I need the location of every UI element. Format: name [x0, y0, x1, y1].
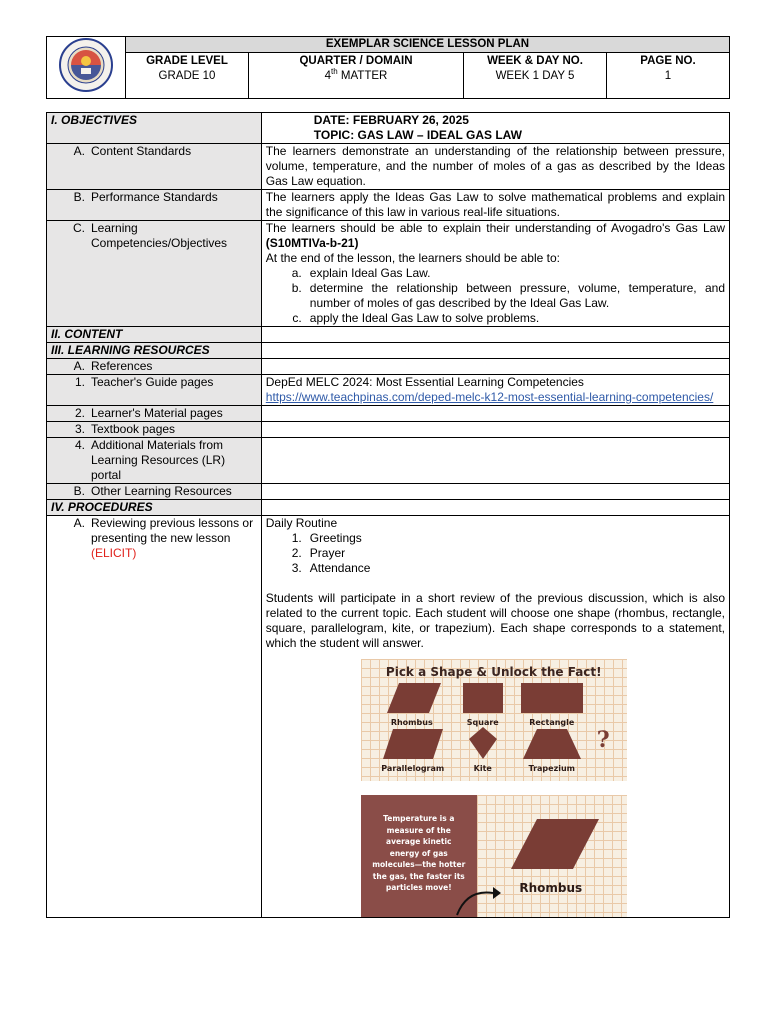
elicit-tag: (ELICIT): [91, 546, 137, 560]
kite-shape: [469, 727, 497, 759]
arrow-icon: [453, 883, 501, 917]
kite-label: Kite: [473, 764, 492, 773]
lesson-plan-table: [46, 112, 730, 918]
question-mark-icon: ?: [596, 727, 610, 753]
competency-intro: The learners should be able to explain their understanding of Avogadro's Gas Law (S10MTIVa-b-21): [265, 221, 725, 250]
teachers-guide-label: 1. Teacher's Guide pages: [47, 375, 262, 406]
competencies-cell: [261, 221, 729, 327]
review-cell: [261, 516, 729, 918]
performance-standards-label: B. Performance Standards: [47, 190, 262, 221]
rhombus-shape: [387, 683, 441, 713]
review-text: Students will participate in a short review of the previous discussion, which is also related to the current topic. Each student will choose one shape (rhombus, rectangle, square, parallelogram, kite, or trapezium). Each shape corresponds to a statement, which the student will answer.: [265, 591, 725, 650]
routine-title: Daily Routine: [265, 516, 338, 530]
parallelogram-shape: [383, 729, 443, 759]
week-cell: [464, 53, 607, 99]
week-label: WEEK & DAY NO.: [487, 55, 583, 67]
quarter-label: QUARTER / DOMAIN: [299, 55, 413, 67]
objectives-heading: I. OBJECTIVES: [47, 113, 262, 144]
learning-resources-heading: III. LEARNING RESOURCES: [47, 343, 262, 359]
rhombus-large-shape: [511, 819, 599, 869]
parallelogram-label: Parallelogram: [381, 764, 445, 773]
pick-a-shape-infographic: [361, 659, 627, 781]
competency-item: a. explain Ideal Gas Law.: [291, 266, 431, 280]
rectangle-shape: [521, 683, 583, 713]
lesson-date: DATE: FEBRUARY 26, 2025: [313, 113, 469, 127]
grade-level-cell: [126, 53, 249, 99]
content-standards-text: The learners demonstrate an understanding of the relationship between pressure, volume, temperature, and the number of moles of a gas as described by the Ideas Gas Law equation.: [261, 144, 729, 190]
square-label: Square: [466, 718, 499, 727]
trapezium-label: Trapezium: [528, 764, 576, 773]
competencies-label: C. Learning Competencies/Objectives: [47, 221, 262, 327]
performance-standards-text: The learners apply the Ideas Gas Law to solve mathematical problems and explain the significance of this law in various real-life situations.: [261, 190, 729, 221]
routine-item: 2. Prayer: [291, 546, 346, 560]
content-heading: II. CONTENT: [47, 327, 262, 343]
quarter-value: 4th MATTER: [324, 67, 388, 82]
procedures-heading: IV. PROCEDURES: [47, 500, 262, 516]
page-value: 1: [664, 70, 672, 82]
grade-level-label: GRADE LEVEL: [146, 55, 228, 67]
deped-seal-icon: [55, 37, 117, 93]
rectangle-label: Rectangle: [529, 718, 575, 727]
square-shape: [463, 683, 503, 713]
melc-link[interactable]: https://www.teachpinas.com/deped-melc-k12-most-essential-learning-competencies/: [265, 390, 714, 404]
competency-item: c. apply the Ideal Gas Law to solve problems.: [292, 311, 540, 325]
logo-cell: [47, 37, 126, 99]
fact-text: Temperature is a measure of the average kinetic energy of gas molecules—the hotter the gas, the faster its particles move!: [372, 814, 466, 892]
trapezium-shape: [523, 729, 581, 759]
page-label: PAGE NO.: [640, 55, 696, 67]
date-topic-cell: [261, 113, 729, 144]
header-table: [46, 36, 730, 99]
lesson-topic: TOPIC: GAS LAW – IDEAL GAS LAW: [313, 128, 523, 142]
routine-item: 1. Greetings: [291, 531, 362, 545]
page-cell: [607, 53, 730, 99]
grade-level-value: GRADE 10: [158, 70, 216, 82]
rhombus-fact-infographic: [361, 795, 627, 917]
references-label: A. References: [47, 359, 262, 375]
teachers-guide-cell: [261, 375, 729, 406]
content-standards-label: A. Content Standards: [47, 144, 262, 190]
additional-materials-label: 4. Additional Materials from Learning Resources (LR) portal: [47, 438, 262, 484]
quarter-cell: [249, 53, 464, 99]
other-resources-label: B. Other Learning Resources: [47, 484, 262, 500]
review-label: A. Reviewing previous lessons or presenting the new lesson (ELICIT): [47, 516, 262, 918]
week-value: WEEK 1 DAY 5: [495, 70, 575, 82]
routine-list: [266, 531, 725, 576]
rhombus-label: Rhombus: [390, 718, 433, 727]
competency-list: [266, 266, 725, 326]
learners-material-label: 2. Learner's Material pages: [47, 406, 262, 422]
rhombus-fact-label: Rhombus: [519, 881, 583, 895]
routine-item: 3. Attendance: [291, 561, 371, 575]
melc-reference: DepEd MELC 2024: Most Essential Learning Competencies: [265, 375, 584, 389]
competency-lead: At the end of the lesson, the learners should be able to:: [265, 251, 560, 265]
competency-item: b. determine the relationship between pressure, volume, temperature, and number of moles of gas described by the Ideal Gas Law.: [291, 281, 725, 310]
infographic-title: Pick a Shape & Unlock the Fact!: [385, 665, 602, 679]
lesson-plan-title: EXEMPLAR SCIENCE LESSON PLAN: [126, 37, 730, 53]
textbook-label: 3. Textbook pages: [47, 422, 262, 438]
